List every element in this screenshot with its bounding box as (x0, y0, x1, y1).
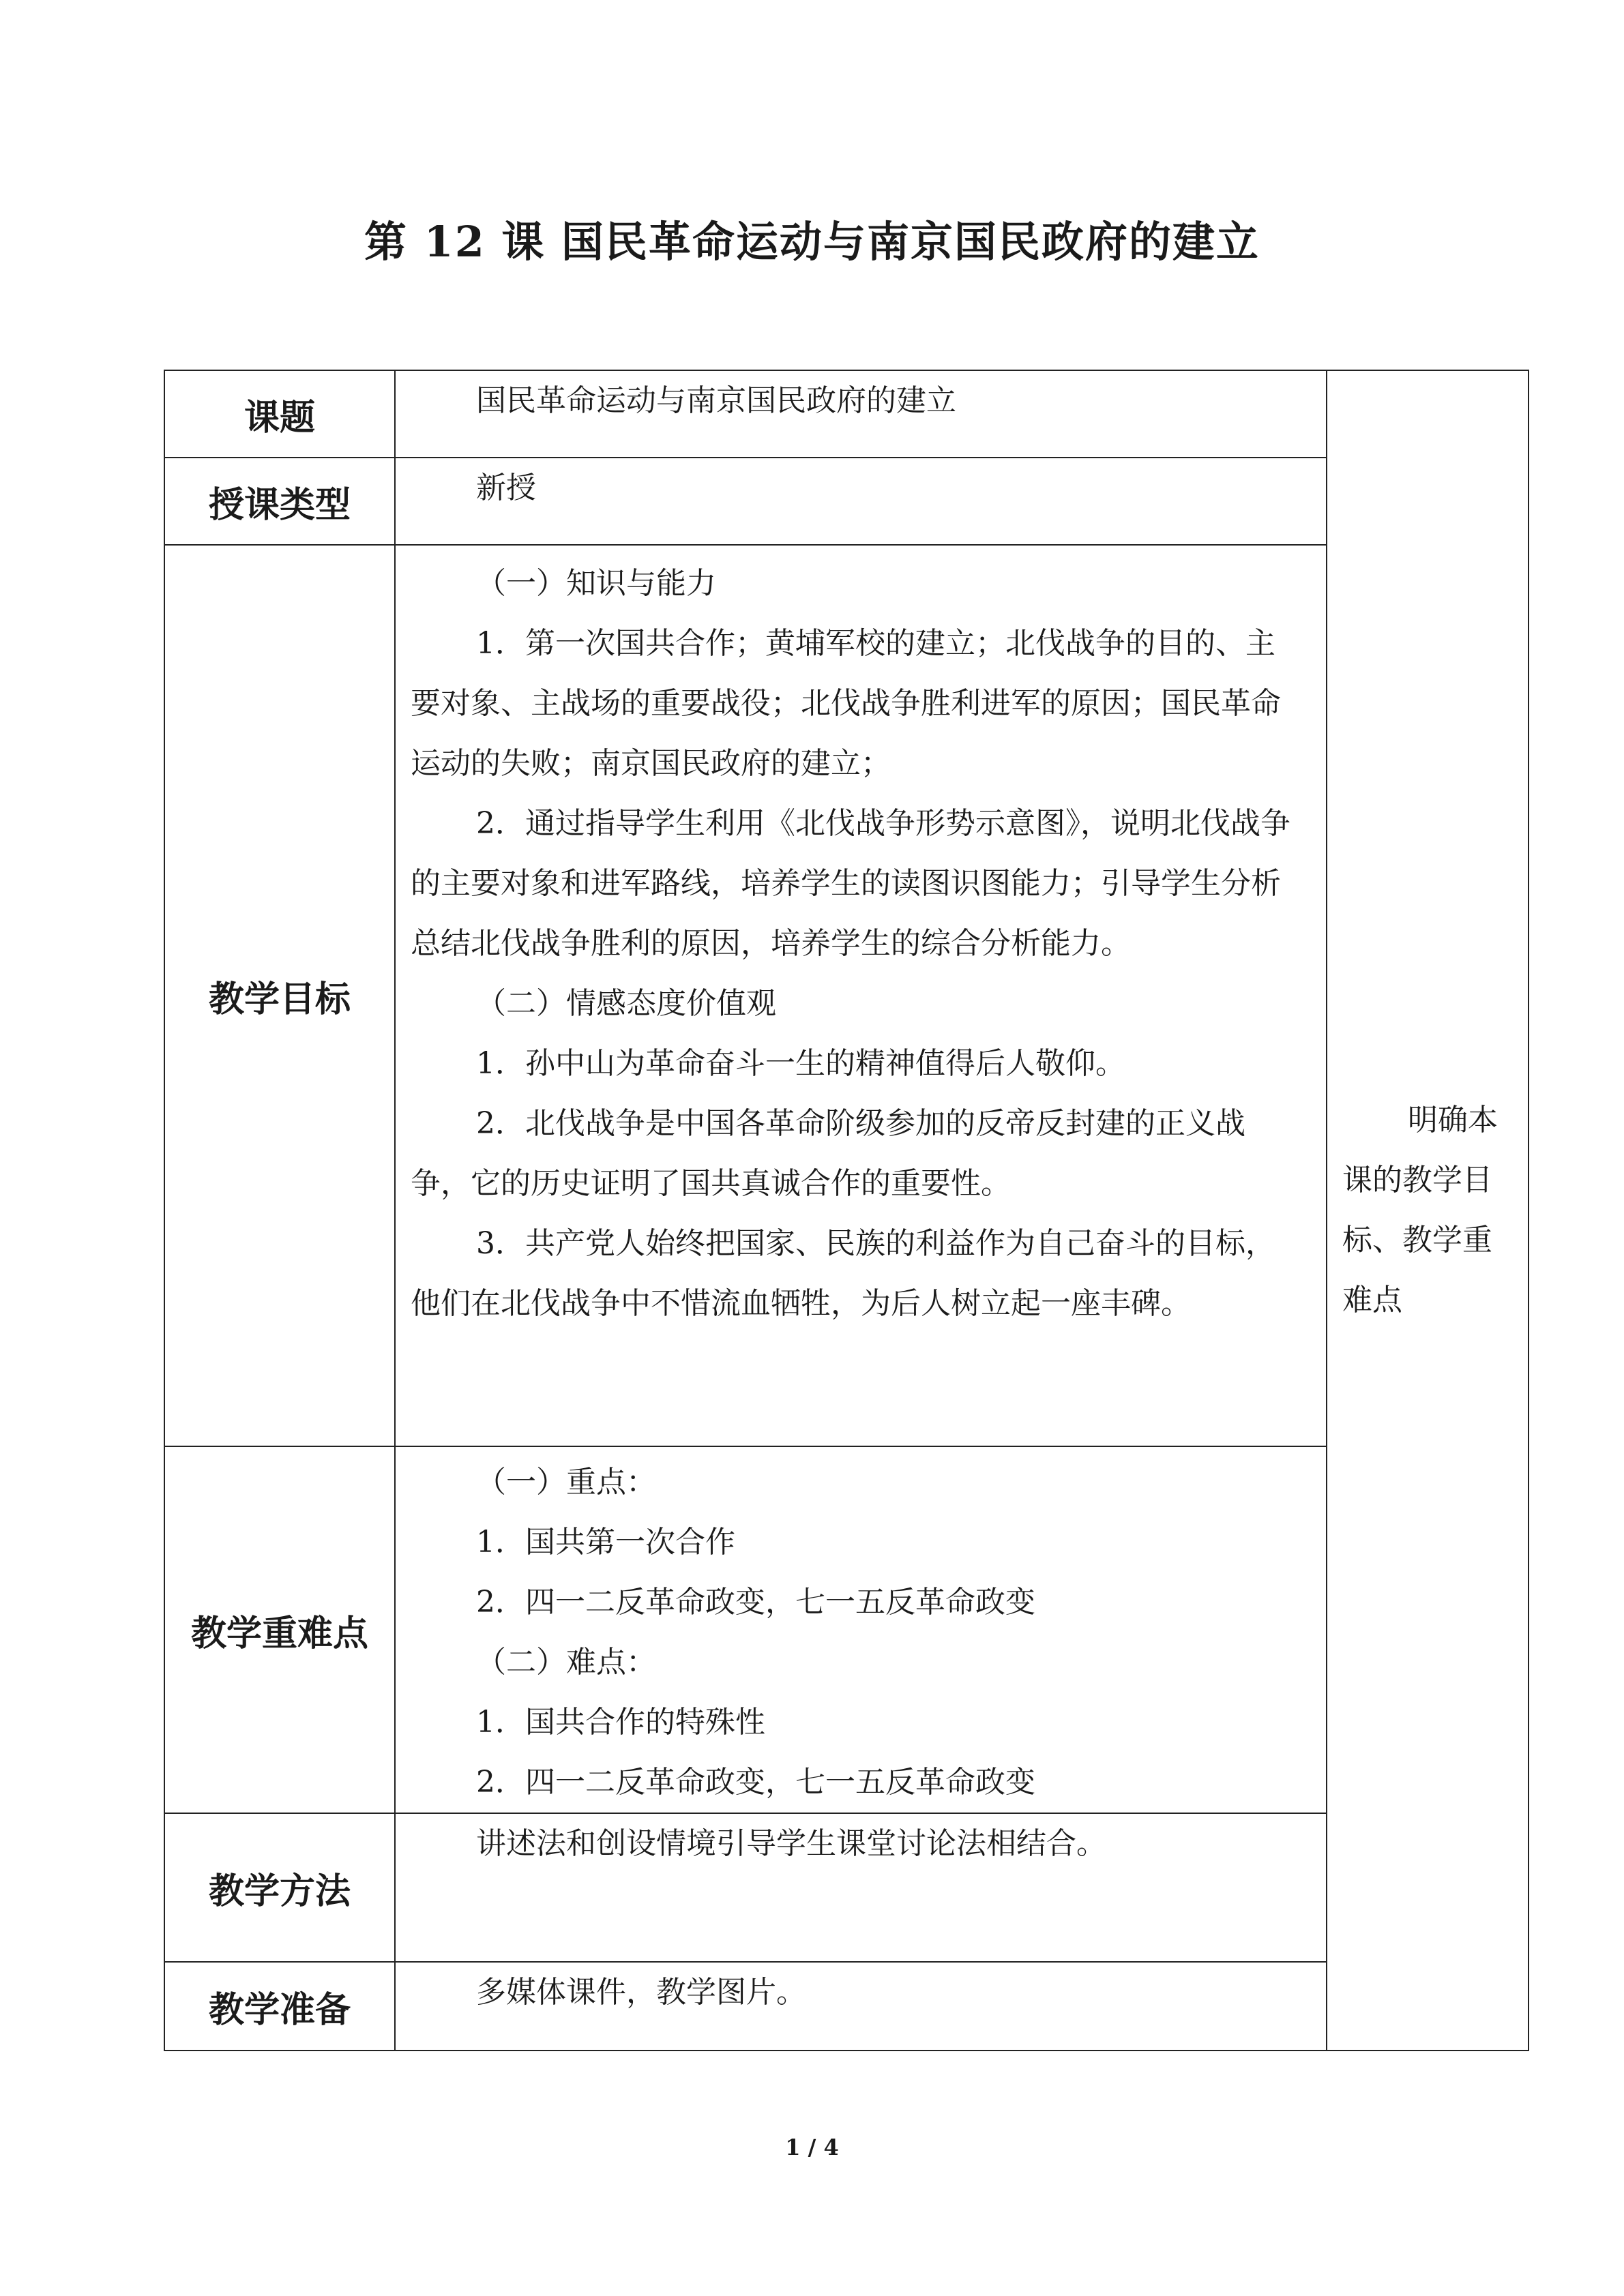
lesson-plan-table (164, 370, 1529, 2051)
topic-value: 国民革命运动与南京国民政府的建立 (476, 383, 956, 418)
table-row-method (164, 1813, 1529, 1962)
page-number: 1 / 4 (785, 2134, 839, 2160)
table-row-keypoints (164, 1446, 1529, 1813)
table-row-type (164, 458, 1529, 545)
goals-section-heading: （二）情感态度价值观 (476, 986, 776, 1021)
note-text: 明确本课的教学目标、教学重难点 (1342, 1103, 1498, 1317)
keypoints-label: 教学重难点 (164, 1446, 395, 1813)
prep-value: 多媒体课件，教学图片。 (476, 1975, 806, 2010)
type-value: 新授 (476, 471, 536, 505)
goals-item: 2．北伐战争是中国各革命阶级参加的反帝反封建的正义战争，它的历史证明了国共真诚合作的重要性。 (411, 1106, 1245, 1201)
method-cell (395, 1813, 1327, 1962)
goals-item: 3．共产党人始终把国家、民族的利益作为自己奋斗的目标，他们在北伐战争中不惜流血牺牲，为后人树立起一座丰碑。 (411, 1226, 1275, 1321)
keypoints-cell (395, 1446, 1327, 1813)
note-cell (1327, 370, 1529, 2051)
goals-item: 2．通过指导学生利用《北伐战争形势示意图》，说明北伐战争的主要对象和进军路线，培养学生的读图识图能力；引导学生分析总结北伐战争胜利的原因，培养学生的综合分析能力。 (411, 806, 1290, 961)
method-value: 讲述法和创设情境引导学生课堂讨论法相结合。 (476, 1826, 1106, 1861)
goals-item: 1．第一次国共合作；黄埔军校的建立；北伐战争的目的、主要对象、主战场的重要战役；北伐战争胜利进军的原因；国民革命运动的失败；南京国民政府的建立； (411, 626, 1281, 781)
type-cell (395, 458, 1327, 545)
table-row-prep (164, 1962, 1529, 2051)
keypoints-section-heading: （一）重点： (476, 1465, 656, 1500)
keypoints-item: 1．国共合作的特殊性 (476, 1705, 765, 1740)
goals-label: 教学目标 (164, 545, 395, 1446)
prep-cell (395, 1962, 1327, 2051)
keypoints-item: 2．四一二反革命政变，七一五反革命政变 (476, 1585, 1035, 1620)
type-label: 授课类型 (164, 458, 395, 545)
method-label: 教学方法 (164, 1813, 395, 1962)
goals-item: 1．孙中山为革命奋斗一生的精神值得后人敬仰。 (476, 1046, 1125, 1081)
page-title: 第 12 课 国民革命运动与南京国民政府的建立 (364, 217, 1260, 267)
table-row-topic (164, 370, 1529, 458)
topic-label: 课题 (164, 370, 395, 458)
table-row-goals (164, 545, 1529, 1446)
goals-cell (395, 545, 1327, 1446)
prep-label: 教学准备 (164, 1962, 395, 2051)
keypoints-section-heading: （二）难点： (476, 1645, 656, 1680)
keypoints-item: 1．国共第一次合作 (476, 1525, 735, 1560)
goals-section-heading: （一）知识与能力 (476, 566, 716, 601)
keypoints-item: 2．四一二反革命政变，七一五反革命政变 (476, 1765, 1035, 1800)
topic-cell (395, 370, 1327, 458)
